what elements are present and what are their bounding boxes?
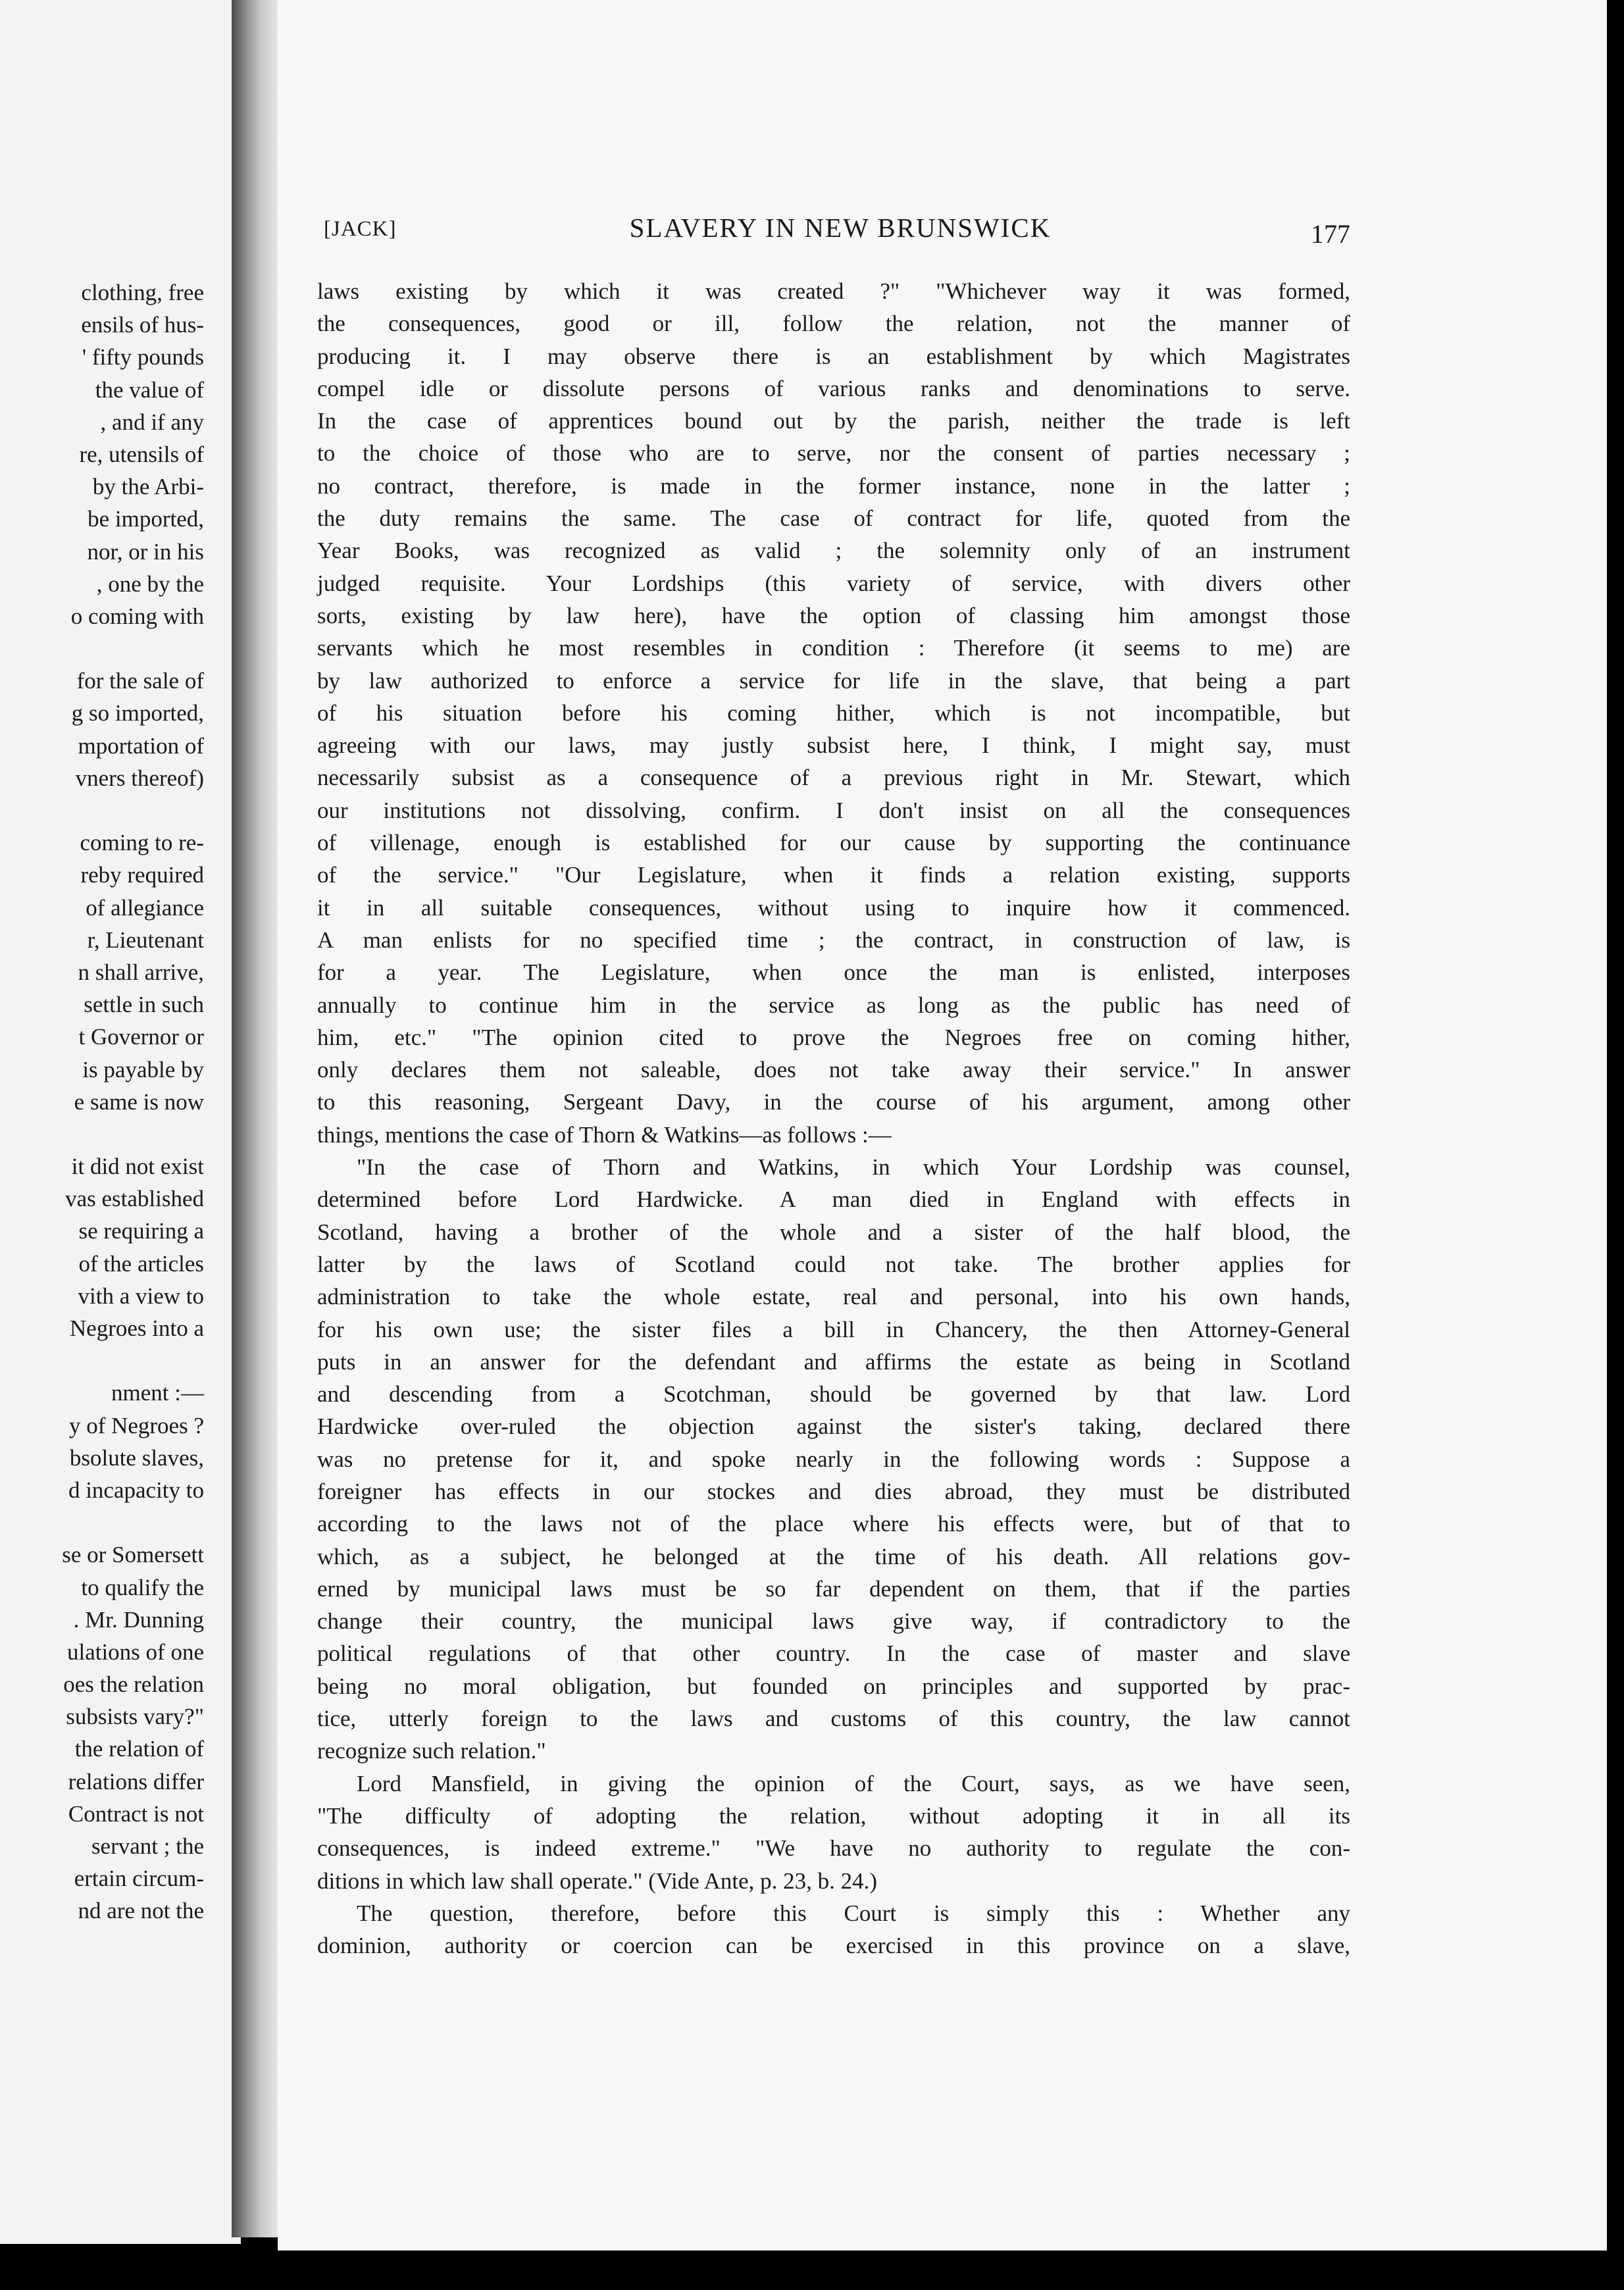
- previous-page-line: se requiring a: [78, 1218, 204, 1244]
- text-line: of his situation before his coming hither, which is not incompatible, but: [317, 700, 1350, 726]
- page-number: 177: [1311, 219, 1350, 249]
- previous-page-line: y of Negroes ?: [68, 1412, 204, 1438]
- text-line: determined before Lord Hardwicke. A man died in England with effects in: [317, 1186, 1350, 1213]
- previous-page-line: vas established: [65, 1186, 204, 1212]
- running-header: [324, 212, 1357, 249]
- text-line: the consequences, good or ill, follow the relation, not the manner of: [317, 311, 1350, 337]
- previous-page-line: it did not exist: [71, 1154, 204, 1180]
- previous-page-line: [0, 794, 204, 827]
- previous-page-line: the relation of: [74, 1736, 204, 1762]
- text-line: Year Books, was recognized as valid ; the solemnity only of an instrument: [317, 538, 1350, 564]
- previous-page-line: d incapacity to: [68, 1477, 204, 1503]
- previous-page-line: , one by the: [96, 571, 204, 597]
- text-line: was no pretense for it, and spoke nearly in the following words : Suppose a: [317, 1446, 1350, 1472]
- text-line: ditions in which law shall operate." (Vide Ante, p. 23, b. 24.): [317, 1868, 878, 1894]
- previous-page-line: nor, or in his: [87, 538, 204, 565]
- previous-page-line: of allegiance: [86, 894, 204, 921]
- text-line: him, etc." "The opinion cited to prove the Negroes free on coming hither,: [317, 1024, 1350, 1050]
- previous-page-line: for the sale of: [76, 668, 204, 694]
- text-line: "The difficulty of adopting the relation, without adopting it in all its: [317, 1802, 1350, 1829]
- text-line: by law authorized to enforce a service for life in the slave, that being a part: [317, 667, 1350, 694]
- page-body-text: [317, 275, 1350, 1962]
- text-line: puts in an answer for the defendant and affirms the estate as being in Scotland: [317, 1348, 1350, 1375]
- text-line: being no moral obligation, but founded on principles and supported by prac-: [317, 1673, 1350, 1699]
- previous-page-text: [0, 276, 204, 1927]
- text-line: Scotland, having a brother of the whole and a sister of the half blood, the: [317, 1219, 1350, 1245]
- text-line: Hardwicke over-ruled the objection against the sister's taking, declared there: [317, 1413, 1350, 1440]
- text-line: which, as a subject, he belonged at the time of his death. All relations gov-: [317, 1543, 1350, 1569]
- previous-page-line: servant ; the: [91, 1833, 204, 1859]
- text-line: of the service." "Our Legislature, when it finds a relation existing, supports: [317, 862, 1350, 888]
- previous-page-line: ' fifty pounds: [82, 344, 204, 370]
- previous-page-line: relations differ: [68, 1768, 204, 1794]
- previous-page-line: coming to re-: [80, 830, 204, 856]
- previous-page-line: to qualify the: [81, 1574, 204, 1600]
- previous-page-line: e same is now: [74, 1088, 204, 1115]
- text-line: Lord Mansfield, in giving the opinion of the Court, says, as we have seen,: [357, 1770, 1350, 1796]
- text-line: the duty remains the same. The case of contract for life, quoted from the: [317, 505, 1350, 532]
- previous-page-line: ertain circum-: [74, 1866, 204, 1892]
- previous-page-fragment: [0, 0, 241, 2244]
- previous-page-line: vith a view to: [78, 1283, 204, 1309]
- previous-page-line: o coming with: [70, 603, 204, 629]
- previous-page-line: by the Arbi-: [92, 474, 204, 500]
- text-line: for his own use; the sister files a bill in Chancery, the then Attorney-General: [317, 1316, 1350, 1342]
- previous-page-line: nment :—: [111, 1380, 204, 1406]
- previous-page-line: g so imported,: [71, 700, 204, 726]
- previous-page-line: Contract is not: [68, 1800, 204, 1827]
- text-line: foreigner has effects in our stockes and dies abroad, they must be distributed: [317, 1478, 1350, 1504]
- previous-page-line: Negroes into a: [69, 1315, 204, 1341]
- text-line: "In the case of Thorn and Watkins, in which Your Lordship was counsel,: [357, 1154, 1350, 1181]
- header-author: [JACK]: [324, 217, 397, 241]
- text-line: necessarily subsist as a consequence of a previous right in Mr. Stewart, which: [317, 765, 1350, 791]
- previous-page-line: be imported,: [88, 506, 204, 532]
- text-line: administration to take the whole estate, real and personal, into his own hands,: [317, 1284, 1350, 1310]
- previous-page-line: . Mr. Dunning: [73, 1606, 204, 1633]
- text-line: sorts, existing by law here), have the option of classing him amongst those: [317, 602, 1350, 628]
- text-line: The question, therefore, before this Court is simply this : Whether any: [357, 1900, 1350, 1926]
- text-line: to this reasoning, Sergeant Davy, in the course of his argument, among other: [317, 1089, 1350, 1115]
- previous-page-line: subsists vary?": [66, 1704, 204, 1730]
- text-line: recognize such relation.": [317, 1738, 546, 1764]
- previous-page-line: [0, 632, 204, 665]
- previous-page-line: n shall arrive,: [78, 959, 204, 985]
- previous-page-line: of the articles: [78, 1250, 204, 1277]
- previous-page-line: vners thereof): [75, 765, 204, 791]
- text-line: things, mentions the case of Thorn & Watkins—as follows :—: [317, 1121, 892, 1148]
- text-line: only declares them not saleable, does not take away their service." In answer: [317, 1057, 1350, 1083]
- previous-page-line: re, utensils of: [79, 441, 204, 467]
- text-line: of villenage, enough is established for our cause by supporting the continuance: [317, 830, 1350, 856]
- text-line: tice, utterly foreign to the laws and customs of this country, the law cannot: [317, 1706, 1350, 1732]
- text-line: no contract, therefore, is made in the former instance, none in the latter ;: [317, 472, 1350, 499]
- previous-page-line: t Governor or: [78, 1024, 204, 1050]
- text-line: to the choice of those who are to serve, nor the consent of parties necessary ;: [317, 440, 1350, 467]
- previous-page-line: se or Somersett: [62, 1542, 204, 1568]
- text-line: our institutions not dissolving, confirm. I don't insist on all the consequences: [317, 797, 1350, 823]
- text-line: compel idle or dissolute persons of various ranks and denominations to serve.: [317, 375, 1350, 401]
- text-line: laws existing by which it was created ?" "Whichever way it was formed,: [317, 278, 1350, 304]
- previous-page-line: ulations of one: [66, 1639, 204, 1665]
- previous-page-line: ensils of hus-: [81, 312, 204, 338]
- text-line: consequences, is indeed extreme." "We have no authority to regulate the con-: [317, 1835, 1350, 1862]
- text-line: latter by the laws of Scotland could not take. The brother applies for: [317, 1251, 1350, 1277]
- text-line: according to the laws not of the place where his effects were, but of that to: [317, 1511, 1350, 1537]
- previous-page-line: bsolute slaves,: [69, 1444, 204, 1471]
- previous-page-line: mportation of: [78, 732, 204, 759]
- text-line: judged requisite. Your Lordships (this variety of service, with divers other: [317, 570, 1350, 596]
- text-line: change their country, the municipal laws give way, if contradictory to the: [317, 1608, 1350, 1635]
- text-line: dominion, authority or coercion can be exercised in this province on a slave,: [317, 1933, 1350, 1959]
- text-line: producing it. I may observe there is an establishment by which Magistrates: [317, 343, 1350, 369]
- previous-page-line: [0, 1344, 204, 1377]
- book-binding-gutter: [232, 0, 284, 2237]
- previous-page-line: the value of: [95, 376, 204, 403]
- previous-page-line: r, Lieutenant: [87, 927, 204, 953]
- previous-page-line: reby required: [80, 862, 204, 888]
- previous-page-line: [0, 1118, 204, 1150]
- text-line: erned by municipal laws must be so far dependent on them, that if the parties: [317, 1575, 1350, 1602]
- text-line: political regulations of that other country. In the case of master and slave: [317, 1641, 1350, 1667]
- previous-page-line: clothing, free: [81, 280, 204, 305]
- previous-page-line: [0, 1506, 204, 1539]
- previous-page-line: settle in such: [84, 992, 204, 1018]
- text-line: and descending from a Scotchman, should be governed by that law. Lord: [317, 1381, 1350, 1408]
- text-line: A man enlists for no specified time ; the contract, in construction of law, is: [317, 927, 1350, 953]
- previous-page-line: , and if any: [100, 409, 204, 435]
- text-line: servants which he most resembles in condition : Therefore (it seems to me) are: [317, 635, 1350, 661]
- text-line: it in all suitable consequences, without using to inquire how it commenced.: [317, 894, 1350, 921]
- previous-page-line: is payable by: [82, 1056, 204, 1082]
- text-line: agreeing with our laws, may justly subsist here, I think, I might say, must: [317, 732, 1350, 759]
- previous-page-line: oes the relation: [63, 1671, 204, 1698]
- text-line: for a year. The Legislature, when once the man is enlisted, interposes: [317, 959, 1350, 986]
- text-line: In the case of apprentices bound out by the parish, neither the trade is left: [317, 408, 1350, 434]
- text-line: annually to continue him in the service as long as the public has need of: [317, 992, 1350, 1018]
- previous-page-line: nd are not the: [78, 1898, 204, 1924]
- header-title: SLAVERY IN NEW BRUNSWICK: [629, 213, 1052, 243]
